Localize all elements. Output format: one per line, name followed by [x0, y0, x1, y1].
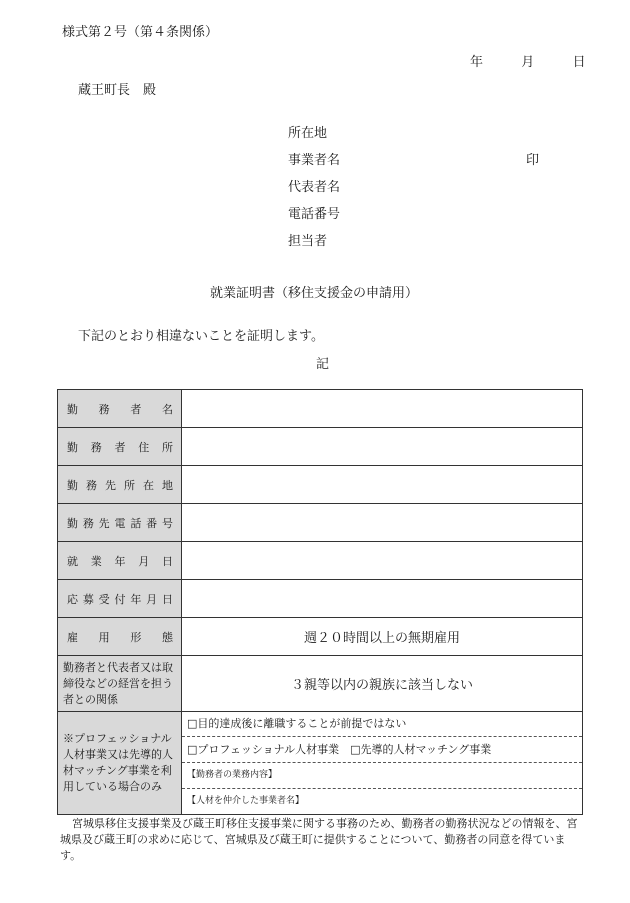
relation-value: ３親等以内の親族に該当しない [182, 656, 583, 712]
label-char: 月 [146, 592, 158, 606]
label-char: 年 [114, 554, 126, 568]
table-row [58, 542, 583, 580]
field-phone: 電話番号 [288, 207, 341, 222]
row-label [58, 428, 182, 466]
table-row [58, 428, 583, 466]
professional-label-cell [58, 712, 182, 815]
label-char: 者 [114, 440, 126, 454]
label-spread [58, 553, 181, 569]
label-char: 在 [143, 478, 154, 492]
option-program-type[interactable]: □プロフェッショナル人材事業 □先導的人材マッチング事業 [182, 736, 582, 762]
table-row [58, 580, 583, 618]
label-char: 者 [130, 402, 142, 416]
field-address: 所在地 [288, 126, 328, 141]
label-char: 所 [124, 478, 135, 492]
label-char: 就 [67, 554, 78, 568]
table-row [58, 390, 583, 428]
employment-type-value: 週２０時間以上の無期雇用 [182, 618, 583, 656]
consent-note: 宮城県移住支援事業及び蔵王町移住支援事業に関する事務のため、勤務者の勤務状況などの情報を、宮城県及び蔵王町の求めに応じて、宮城県及び蔵王町に提供することについて、勤務者の同意を得ています。 [60, 817, 578, 862]
option-no-resignation[interactable]: □目的達成後に離職することが前提ではない [187, 717, 407, 730]
label-char: 所 [162, 440, 173, 454]
label-char: 務 [90, 440, 102, 454]
certificate-table [57, 389, 583, 815]
professional-label: ※プロフェッショナル人材事業又は先導的人材マッチング事業を利用している場合のみ [63, 732, 173, 793]
label-char: 勤 [67, 516, 78, 530]
row-value[interactable] [182, 542, 583, 580]
label-char: 地 [162, 478, 173, 492]
row-value[interactable] [182, 504, 583, 542]
label-char: 年 [130, 592, 142, 606]
intermediary-field[interactable]: 【人材を仲介した事業者名】 [182, 788, 582, 814]
label-spread [58, 629, 181, 645]
field-business-name: 事業者名 [288, 153, 341, 168]
label-char: 務 [98, 402, 110, 416]
form-number: 様式第２号（第４条関係） [62, 25, 219, 40]
row-label [58, 618, 182, 656]
label-char: 形 [130, 630, 142, 644]
addressee: 蔵王町長 殿 [78, 83, 157, 98]
field-contact-person: 担当者 [288, 234, 328, 249]
label-char: 務 [86, 478, 97, 492]
label-char: 話 [130, 516, 142, 530]
label-char: 番 [146, 516, 158, 530]
row-value[interactable] [182, 580, 583, 618]
label-char: 月 [138, 554, 150, 568]
label-char: 先 [105, 478, 116, 492]
ki-heading: 記 [316, 357, 330, 372]
row-label [58, 542, 182, 580]
row-value[interactable] [182, 466, 583, 504]
label-char: 住 [138, 440, 150, 454]
professional-row [58, 712, 583, 815]
table-row [58, 504, 583, 542]
label-char: 勤 [67, 478, 78, 492]
label-char: 付 [114, 592, 126, 606]
label-char: 勤 [67, 402, 78, 416]
seal-mark: 印 [526, 153, 540, 168]
row-label [58, 466, 182, 504]
document-title: 就業証明書（移住支援金の申請用） [210, 286, 419, 301]
row-value[interactable] [182, 428, 583, 466]
label-char: 受 [98, 592, 110, 606]
label-char: 募 [82, 592, 94, 606]
label-char: 電 [114, 516, 126, 530]
label-char: 日 [162, 554, 173, 568]
relation-label-cell [58, 656, 182, 712]
table-row [58, 618, 583, 656]
row-label [58, 390, 182, 428]
row-label [58, 580, 182, 618]
date-line [470, 51, 586, 70]
label-spread [58, 515, 181, 531]
row-value[interactable] [182, 390, 583, 428]
label-spread [58, 591, 181, 607]
label-char: 名 [161, 402, 173, 416]
label-char: 応 [67, 592, 78, 606]
label-char: 用 [98, 630, 110, 644]
label-spread [58, 439, 181, 455]
label-char: 業 [90, 554, 102, 568]
table-row [58, 466, 583, 504]
label-char: 日 [161, 592, 173, 606]
date-day: 日 [572, 55, 586, 70]
duty-description-field[interactable]: 【勤務者の業務内容】 [182, 762, 582, 788]
certification-statement: 下記のとおり相違ないことを証明します。 [78, 329, 324, 344]
label-spread [58, 477, 181, 493]
relation-row [58, 656, 583, 712]
professional-options [182, 712, 583, 815]
field-representative: 代表者名 [288, 180, 341, 195]
label-spread [58, 401, 181, 417]
date-year: 年 [470, 55, 484, 70]
label-char: 雇 [67, 630, 78, 644]
label-char: 勤 [67, 440, 78, 454]
label-char: 態 [161, 630, 173, 644]
date-month: 月 [521, 55, 535, 70]
label-char: 号 [161, 516, 173, 530]
label-char: 先 [98, 516, 110, 530]
label-char: 務 [82, 516, 94, 530]
row-label [58, 504, 182, 542]
relation-label: 勤務者と代表者又は取締役などの経営を担う者との関係 [63, 660, 173, 706]
